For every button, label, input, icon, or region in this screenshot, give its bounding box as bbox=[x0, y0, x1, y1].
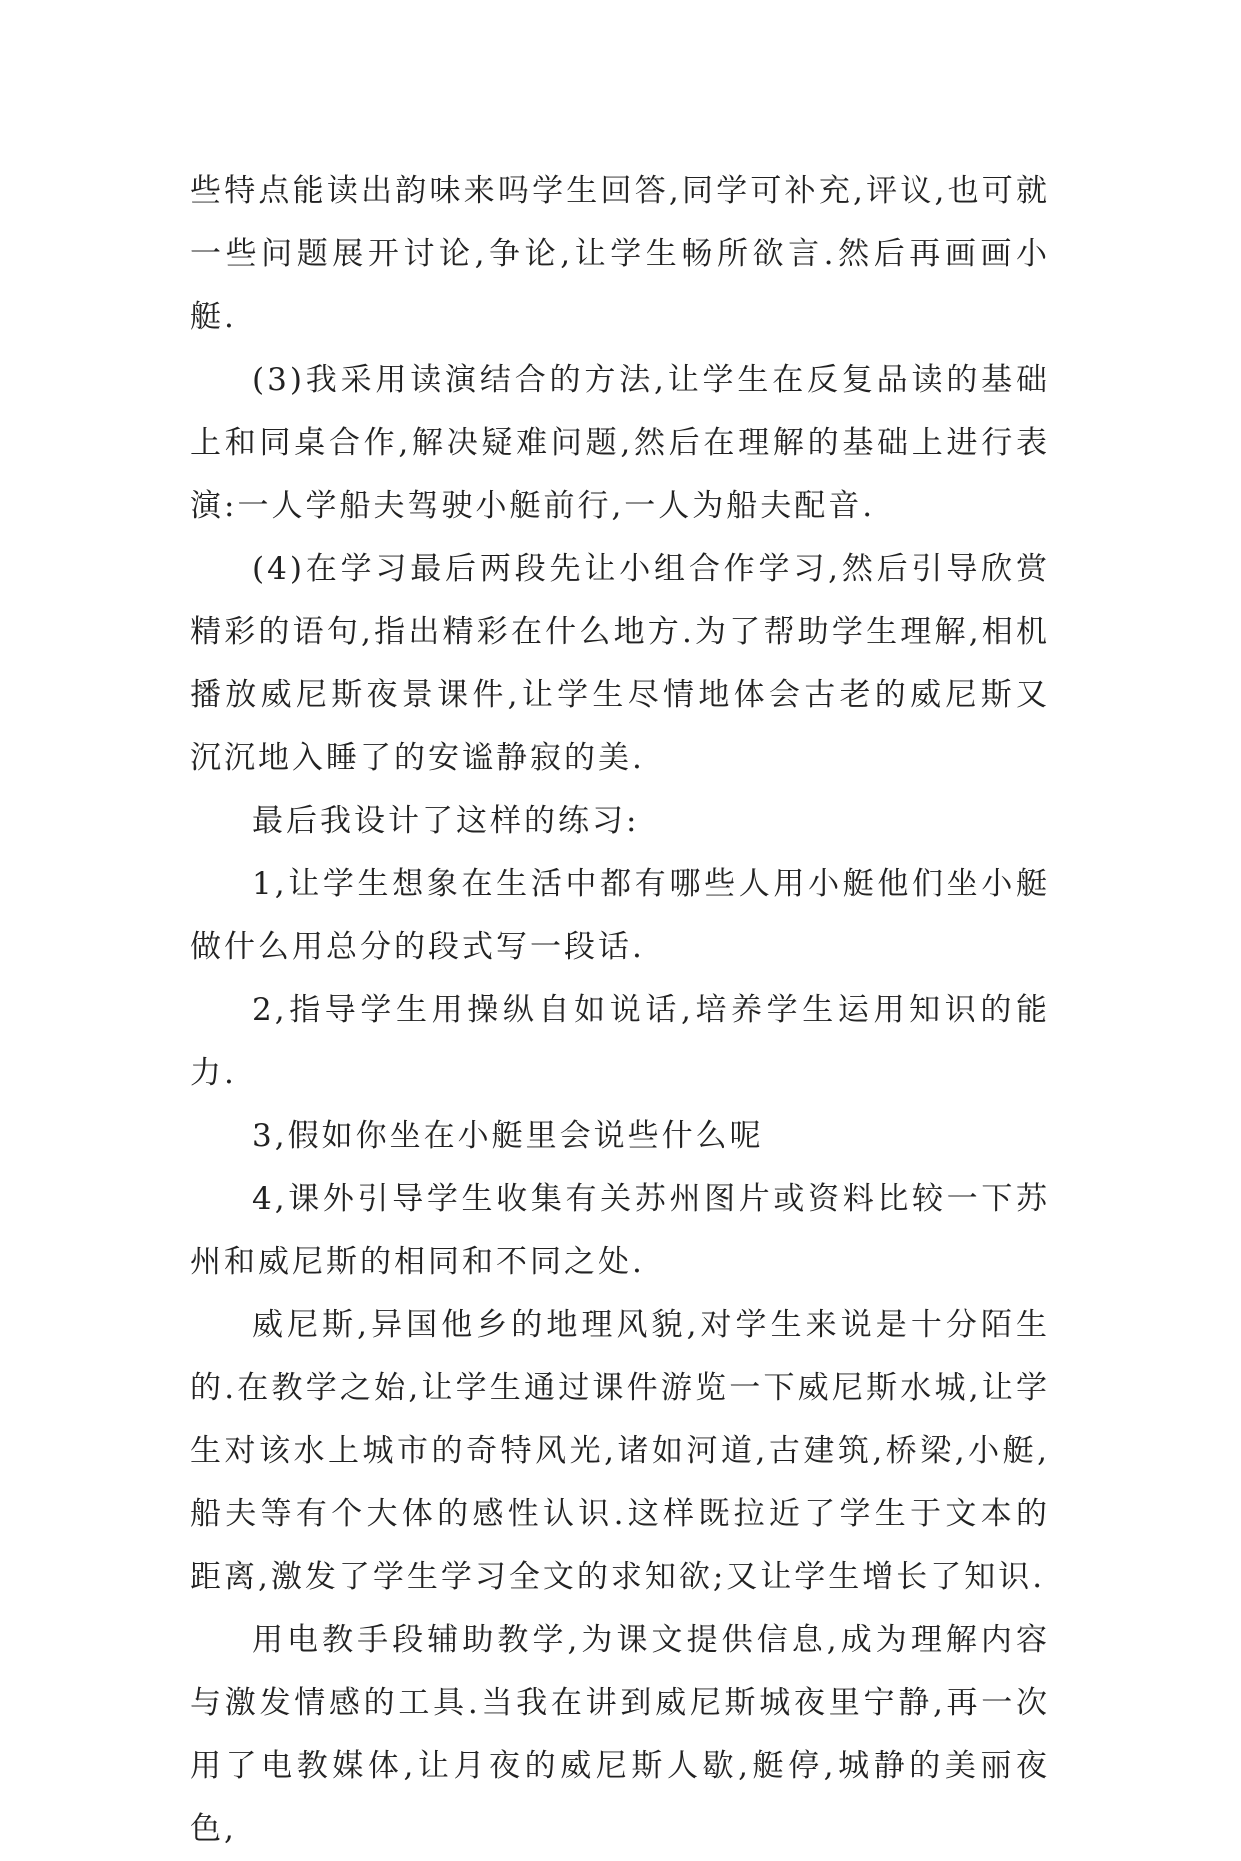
paragraph-exercise-1: 1,让学生想象在生活中都有哪些人用小艇他们坐小艇做什么用总分的段式写一段话. bbox=[190, 866, 1050, 965]
paragraph-exercise-4: 4,课外引导学生收集有关苏州图片或资料比较一下苏州和威尼斯的相同和不同之处. bbox=[190, 1181, 1050, 1280]
document-body bbox=[190, 160, 1050, 1861]
paragraph-multimedia: 用电教手段辅助教学,为课文提供信息,成为理解内容与激发情感的工具.当我在讲到威尼斯城夜里宁静,再一次用了电教媒体,让月夜的威尼斯人歇,艇停,城静的美丽夜色, bbox=[190, 1622, 1050, 1847]
paragraph-step-4: (4)在学习最后两段先让小组合作学习,然后引导欣赏精彩的语句,指出精彩在什么地方.为了帮助学生理解,相机播放威尼斯夜景课件,让学生尽情地体会古老的威尼斯又沉沉地入睡了的安谧静寂的美. bbox=[190, 551, 1050, 776]
paragraph-continuation: 些特点能读出韵味来吗学生回答,同学可补充,评议,也可就一些问题展开讨论,争论,让学生畅所欲言.然后再画画小艇. bbox=[190, 173, 1050, 335]
paragraph-exercises-intro: 最后我设计了这样的练习: bbox=[252, 803, 640, 839]
paragraph-step-3: (3)我采用读演结合的方法,让学生在反复品读的基础上和同桌合作,解决疑难问题,然后在理解的基础上进行表演:一人学船夫驾驶小艇前行,一人为船夫配音. bbox=[190, 362, 1050, 524]
paragraph-exercise-2: 2,指导学生用操纵自如说话,培养学生运用知识的能力. bbox=[190, 992, 1050, 1091]
paragraph-venice-intro: 威尼斯,异国他乡的地理风貌,对学生来说是十分陌生的.在教学之始,让学生通过课件游览一下威尼斯水城,让学生对该水上城市的奇特风光,诸如河道,古建筑,桥梁,小艇,船夫等有个大体的感性认识.这样既拉近了学生于文本的距离,激发了学生学习全文的求知欲;又让学生增长了知识. bbox=[190, 1307, 1050, 1595]
paragraph-exercise-3: 3,假如你坐在小艇里会说些什么呢 bbox=[252, 1118, 764, 1154]
